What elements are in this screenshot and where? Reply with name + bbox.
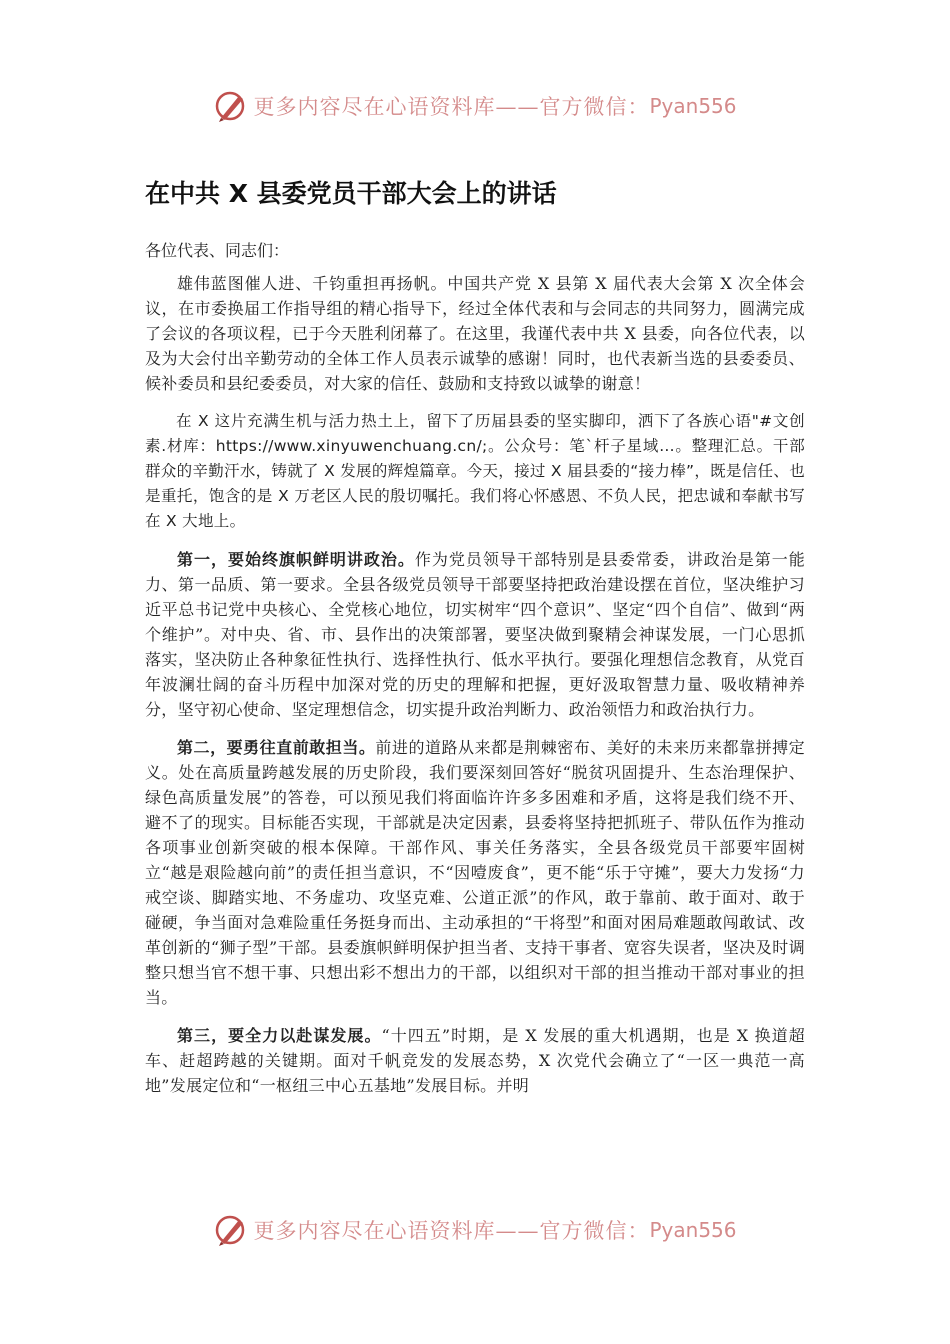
salutation: 各位代表、同志们： — [145, 241, 290, 260]
banner-wechat-id: Pyan556 — [649, 1218, 737, 1242]
paragraph-4 — [145, 735, 805, 1010]
header-banner — [0, 84, 950, 128]
pen-logo-icon — [213, 88, 249, 124]
banner-wechat-id: Pyan556 — [649, 94, 737, 118]
paragraph-text: “十四五”时期，是 X 发展的重大机遇期，也是 X 换道超车、赶超跨越的关键期。面对千帆竞发的发展态势，X 次党代会确立了“一区一典范一高地”发展定位和“一枢纽三中心五基地”发展目标。并明 — [145, 1026, 805, 1095]
document-body — [145, 172, 805, 1111]
paragraph-1 — [145, 271, 805, 396]
paragraph-lead: 第三，要全力以赴谋发展。 — [177, 1026, 382, 1045]
paragraph-lead: 第二，要勇往直前敢担当。 — [177, 738, 376, 757]
paragraph-text: 前进的道路从来都是荆棘密布、美好的未来历来都靠拼搏定义。处在高质量跨越发展的历史阶段，我们要深刻回答好“脱贫巩固提升、生态治理保护、绿色高质量发展”的答卷，可以预见我们将面临许许多多困难和矛盾，这将是我们绕不开、避不了的现实。目标能否实现，干部就是决定因素，县委将坚持把抓班子、带队伍作为推动各项事业创新突破的根本保障。干部作风、事关任务落实，全县各级党员干部要牢固树立“越是艰险越向前”的责任担当意识，不“因噎废食”，更不能“乐于守摊”，要大力发扬“力戒空谈、脚踏实地、不务虚功、攻坚克难、公道正派”的作风，敢于靠前、敢于面对、敢于碰硬，争当面对急难险重任务挺身而出、主动承担的“干将型”和面对困局难题敢闯敢试、改革创新的“狮子型”干部。县委旗帜鲜明保护担当者、支持干事者、宽容失误者，坚决及时调整只想当官不想干事、只想出彩不想出力的干部，以组织对干部的担当推动干部对事业的担当。 — [145, 738, 805, 1007]
banner-text: 更多内容尽在心语资料库——官方微信： — [253, 95, 650, 119]
paragraph-2 — [145, 409, 805, 534]
document-title: 在中共 X 县委党员干部大会上的讲话 — [145, 179, 557, 208]
paragraph-3 — [145, 547, 805, 722]
banner-text: 更多内容尽在心语资料库——官方微信： — [253, 1219, 650, 1243]
paragraph-5 — [145, 1023, 805, 1098]
paragraph-lead: 第一，要始终旗帜鲜明讲政治。 — [177, 550, 415, 569]
paragraph-text: 在 X 这片充满生机与活力热土上，留下了历届县委的坚实脚印，洒下了各族心语"#文创素.材库：https://www.xinyuwenchuang.cn/;。公众号：笔`杆子星域…。整理汇总。干部群众的辛勤汗水，铸就了 X 发展的辉煌篇章。今天，接过 X 届县委的“接力棒”，既是信任、也是重托，饱含的是 X 万老区人民的殷切嘱托。我们将心怀感恩、不负人民，把忠诚和奉献书写在 X 大地上。 — [145, 412, 805, 530]
paragraph-text: 雄伟蓝图催人进、千钧重担再扬帆。中国共产党 X 县第 X 届代表大会第 X 次全体会议，在市委换届工作指导组的精心指导下，经过全体代表和与会同志的共同努力，圆满完成了会议的各项议程，已于今天胜利闭幕了。在这里，我谨代表中共 X 县委，向各位代表，以及为大会付出辛勤劳动的全体工作人员表示诚挚的感谢！同时，也代表新当选的县委委员、候补委员和县纪委委员，对大家的信任、鼓励和支持致以诚挚的谢意！ — [145, 274, 805, 393]
footer-banner — [0, 1208, 950, 1252]
paragraph-text: 作为党员领导干部特别是县委常委，讲政治是第一能力、第一品质、第一要求。全县各级党员领导干部要坚持把政治建设摆在首位，坚决维护习近平总书记党中央核心、全党核心地位，切实树牢“四个意识”、坚定“四个自信”、做到“两个维护”。对中央、省、市、县作出的决策部署，要坚决做到聚精会神谋发展，一门心思抓落实，坚决防止各种象征性执行、选择性执行、低水平执行。要强化理想信念教育，从党百年波澜壮阔的奋斗历程中加深对党的历史的理解和把握，更好汲取智慧力量、吸收精神养分，坚守初心使命、坚定理想信念，切实提升政治判断力、政治领悟力和政治执行力。 — [145, 550, 806, 719]
pen-logo-icon — [213, 1212, 249, 1248]
